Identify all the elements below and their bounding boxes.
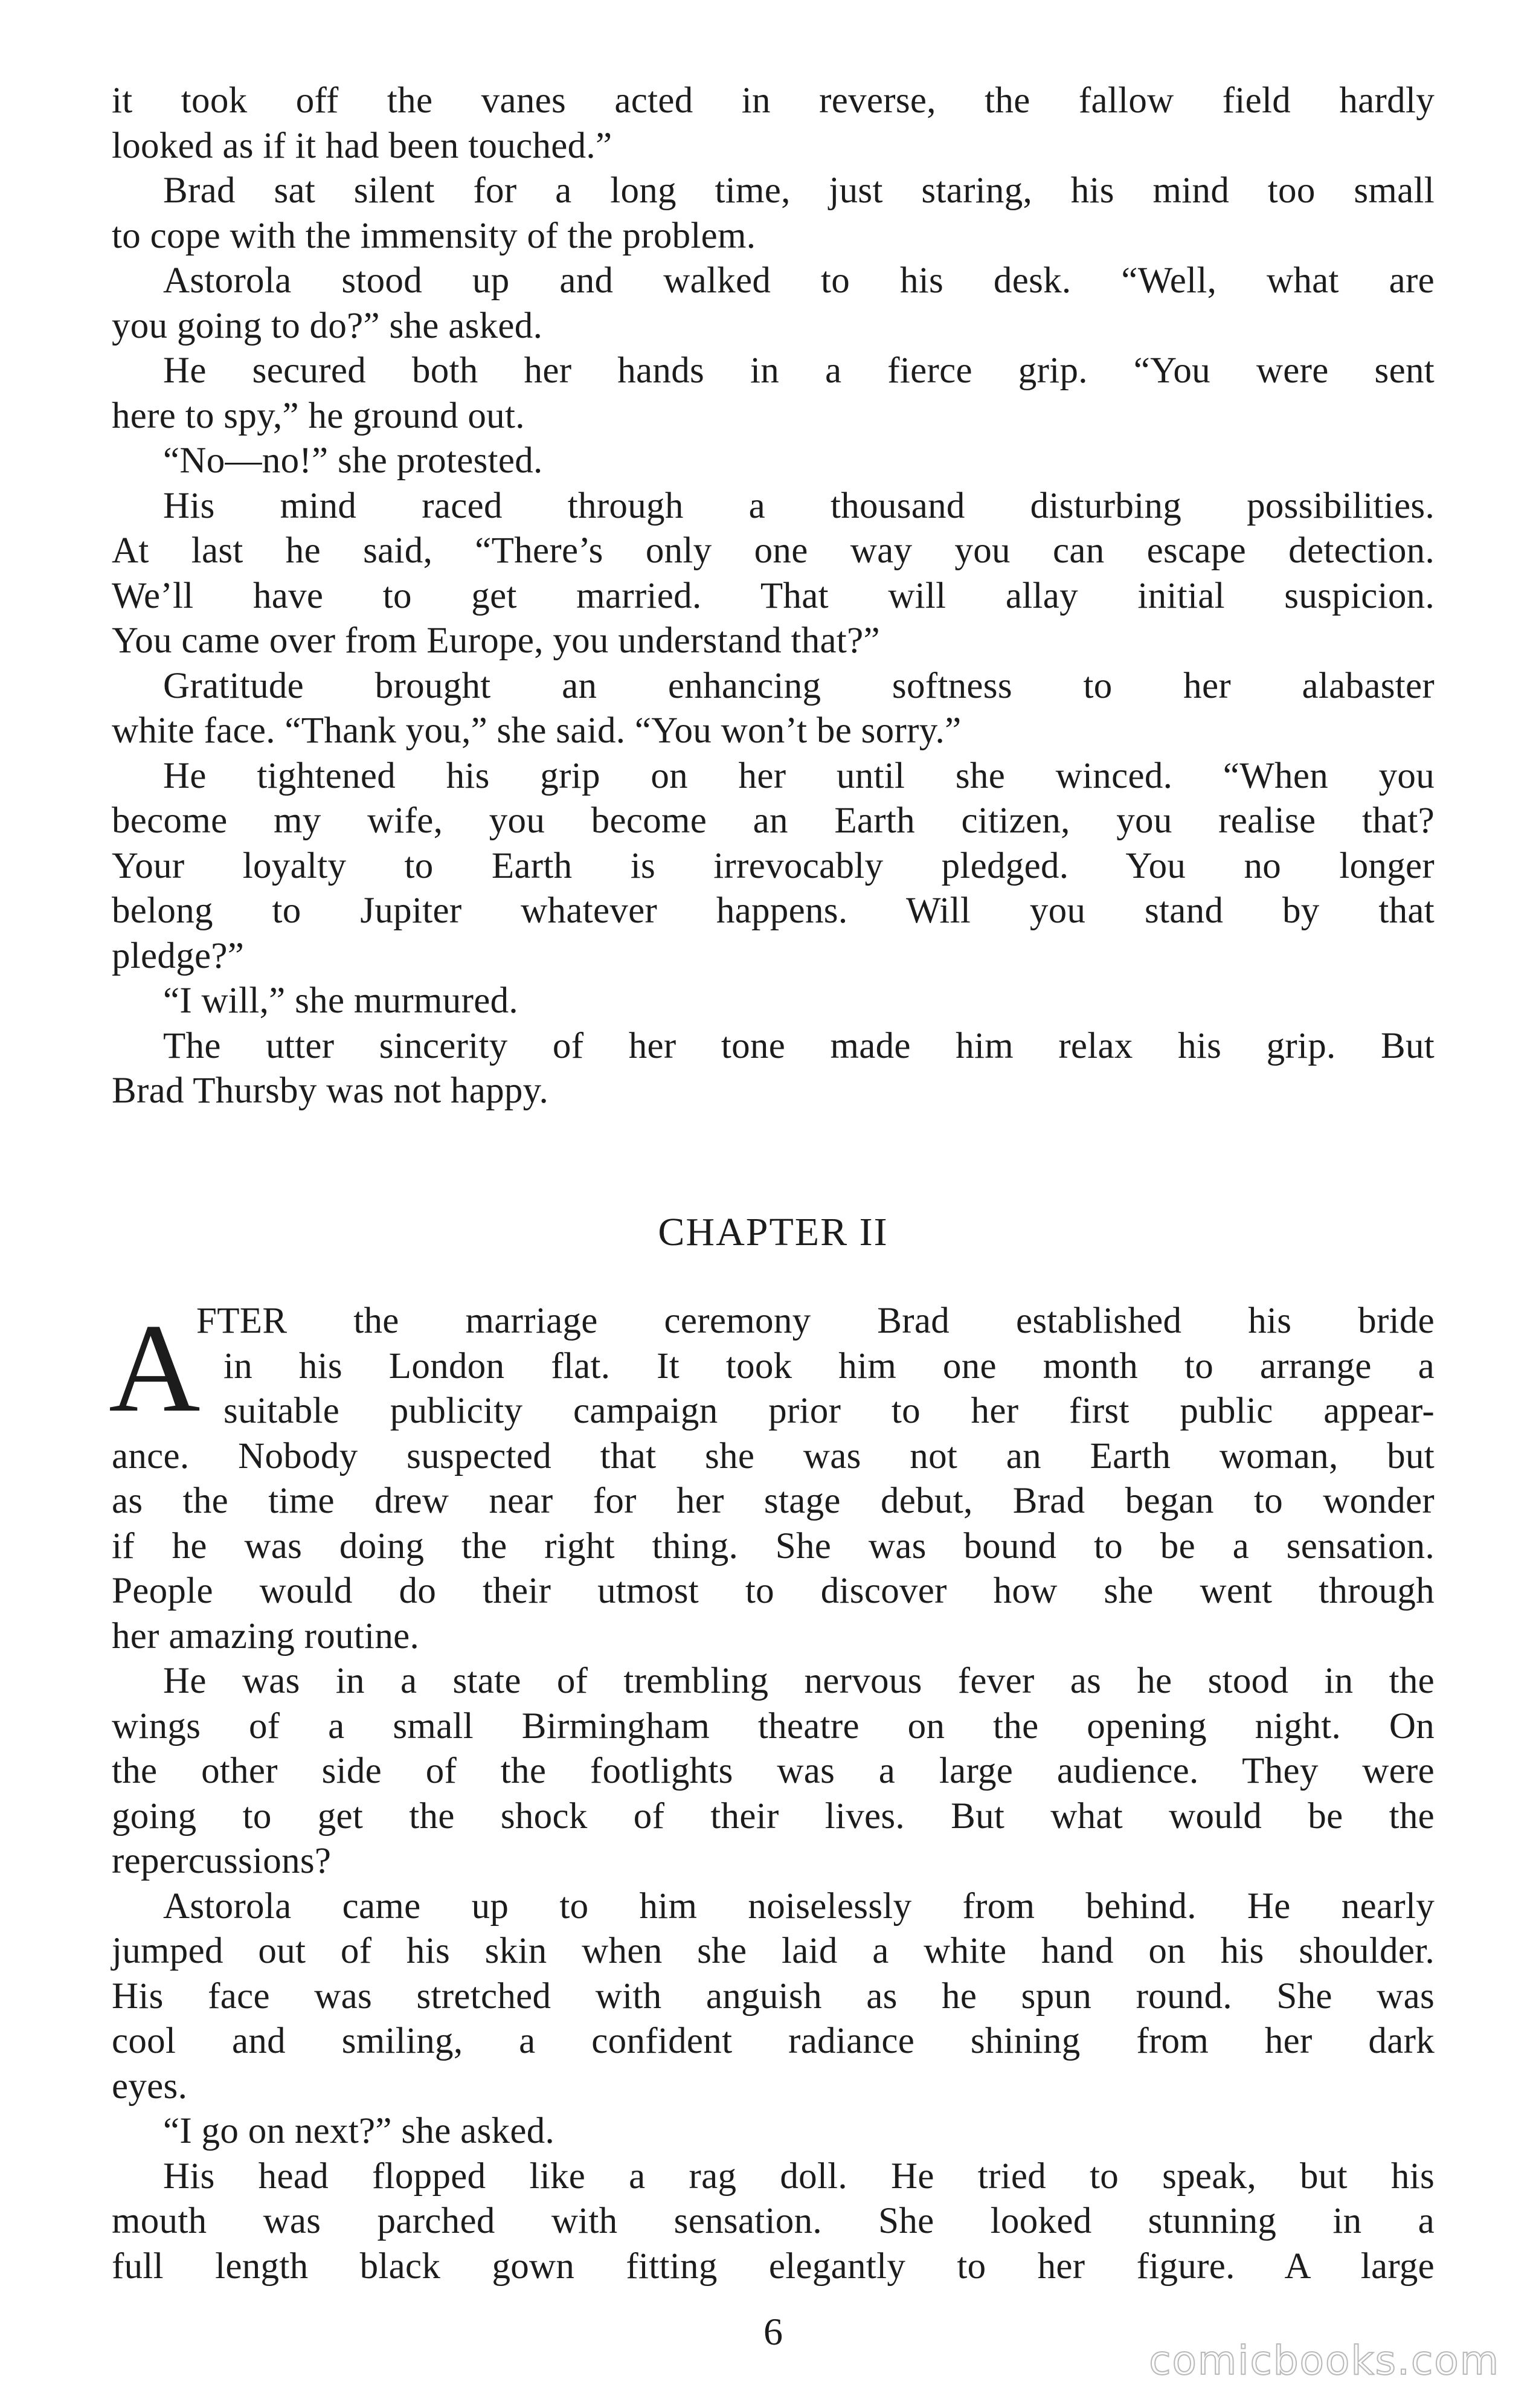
text-line: mouth was parched with sensation. She looked stunning in a xyxy=(112,2201,1435,2241)
text-line: He was in a state of trembling nervous fever as he stood in the xyxy=(163,1661,1435,1701)
text-line: “I go on next?” she asked. xyxy=(163,2111,555,2151)
book-page xyxy=(109,79,1435,2353)
text-line: Astorola came up to him noiselessly from behind. He nearly xyxy=(163,1885,1435,1927)
text-line: suitable publicity campaign prior to her first public appear- xyxy=(223,1391,1435,1431)
text-line: to cope with the immensity of the problem. xyxy=(112,215,756,256)
text-line: The utter sincerity of her tone made him relax his grip. But xyxy=(163,1025,1435,1066)
text-line: “I will,” she murmured. xyxy=(163,980,518,1021)
text-line: Your loyalty to Earth is irrevocably pledged. You no longer xyxy=(112,845,1435,886)
text-line: His mind raced through a thousand disturbing possibilities. xyxy=(163,485,1435,526)
text-line: looked as if it had been touched.” xyxy=(112,125,612,166)
text-line: belong to Jupiter whatever happens. Will you stand by that xyxy=(112,890,1435,931)
text-line: His face was stretched with anguish as he spun round. She was xyxy=(112,1975,1435,2017)
text-line: You came over from Europe, you understand that?” xyxy=(112,620,880,661)
watermark: comicbooks.com xyxy=(1149,2337,1500,2384)
text-line: cool and smiling, a confident radiance shining from her dark xyxy=(112,2021,1435,2061)
text-line: He secured both her hands in a fierce grip. “You were sent xyxy=(163,350,1435,391)
text-line: you going to do?” she asked. xyxy=(112,305,543,346)
text-line: Brad Thursby was not happy. xyxy=(112,1070,549,1111)
drop-cap: A xyxy=(109,1298,201,1438)
text-line: if he was doing the right thing. She was bound to be a sensation. xyxy=(112,1525,1435,1566)
chapter-two-text xyxy=(109,1298,1435,2289)
text-line: We’ll have to get married. That will allay initial suspicion. xyxy=(112,575,1435,616)
text-line: wings of a small Birmingham theatre on the opening night. On xyxy=(112,1705,1435,1746)
text-line: pledge?” xyxy=(112,935,245,976)
text-line: it took off the vanes acted in reverse, the fallow field hardly xyxy=(112,80,1435,121)
text-line: FTER the marriage ceremony Brad established his bride xyxy=(196,1301,1435,1341)
text-line: as the time drew near for her stage debut, Brad began to wonder xyxy=(112,1481,1435,1521)
text-line: eyes. xyxy=(112,2065,188,2107)
text-line: become my wife, you become an Earth citizen, you realise that? xyxy=(112,800,1435,841)
text-line: Astorola stood up and walked to his desk. “Well, what are xyxy=(163,260,1435,301)
text-line: Gratitude brought an enhancing softness to her alabaster xyxy=(163,665,1435,706)
text-line: ance. Nobody suspected that she was not an Earth woman, but xyxy=(112,1435,1435,1476)
text-line: repercussions? xyxy=(112,1841,332,1881)
chapter-heading: CHAPTER II xyxy=(658,1210,889,1254)
text-line: His head flopped like a rag doll. He tried to speak, but his xyxy=(163,2155,1435,2197)
text-line: He tightened his grip on her until she winced. “When you xyxy=(163,755,1435,796)
text-line: Brad sat silent for a long time, just staring, his mind too small xyxy=(163,170,1435,211)
text-line: People would do their utmost to discover how she went through xyxy=(112,1571,1435,1611)
text-line: the other side of the footlights was a large audience. They were xyxy=(112,1751,1435,1791)
text-line: here to spy,” he ground out. xyxy=(112,395,525,436)
text-line: white face. “Thank you,” she said. “You won’t be sorry.” xyxy=(112,710,962,751)
text-line: At last he said, “There’s only one way you can escape detection. xyxy=(112,530,1435,571)
text-line: her amazing routine. xyxy=(112,1615,420,1656)
page-number: 6 xyxy=(763,2310,783,2353)
chapter-one-ending xyxy=(112,79,1435,1114)
text-line: going to get the shock of their lives. But what would be the xyxy=(112,1795,1435,1837)
text-line: “No—no!” she protested. xyxy=(163,440,543,481)
text-line: full length black gown fitting elegantly to her figure. A large xyxy=(112,2245,1435,2287)
text-line: jumped out of his skin when she laid a white hand on his shoulder. xyxy=(112,1931,1435,1971)
text-line: in his London flat. It took him one month to arrange a xyxy=(223,1345,1435,1386)
